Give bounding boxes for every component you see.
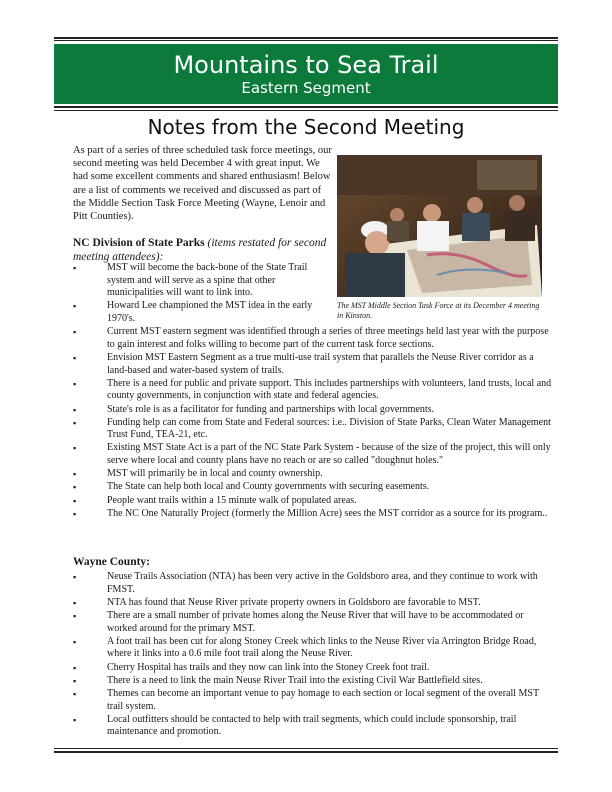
list-item: ▪ NTA has found that Neuse River private property owners in Goldsboro are favorable to MST. [73, 596, 481, 608]
list-item: ▪ Themes can become an important venue to pay homage to each section or local segment of the overall MST trail system. [73, 687, 539, 712]
list-item: ▪ A foot trail has been cut for along Stoney Creek which links to the Neuse River via Arrington Bridge Road, where it links into a 0.6 mile foot trail along the Neuse River. [73, 635, 537, 660]
bullet-icon: ▪ [73, 495, 77, 506]
list-item: ▪ Current MST eastern segment was identified through a series of three meetings held last year with the purpose to gain interest and folks willing to become part of the current task force sections. [73, 326, 549, 350]
bullet-icon: ▪ [73, 482, 77, 493]
bullet-icon: ▪ [73, 443, 77, 454]
list-item: ▪ Neuse Trails Association (NTA) has been very active in the Goldsboro area, and they continue to work with FMST. [73, 571, 538, 595]
state-parks-heading [73, 236, 335, 264]
bullet-icon: ▪ [73, 301, 77, 312]
bullet-icon: ▪ [73, 636, 77, 647]
list-item: ▪ MST will primarily be in local and county ownership. [73, 468, 323, 480]
list-item: ▪ There is a need to link the main Neuse River Trail into the existing Civil War Battlefield sites. [73, 674, 483, 686]
state-parks-title: NC Division of State Parks [73, 237, 205, 249]
bullet-icon: ▪ [73, 572, 77, 582]
bullet-icon: ▪ [73, 675, 77, 686]
list-item: ▪ State's role is as a facilitator for funding and partnerships with local governments. [73, 403, 434, 415]
list-item: ▪ Funding help can come from State and Federal sources: i.e.. Division of State Parks, Clean Water Management Trust Fund, TEA-21, etc. [73, 416, 551, 441]
bottom-rule-thin [54, 748, 558, 749]
bullet-icon: ▪ [73, 263, 77, 273]
list-item: ▪ Local outfitters should be contacted to help with trail segments, which could include sponsorship, trail maintenance and promotion. [73, 713, 517, 738]
intro-paragraph: As part of a series of three scheduled task force meetings, our second meeting was held December 4 with great input. We had some excellent comments and shared enthusiasm! Below are a list of comments we received and discussed as part of the Middle Section Task Force Meeting (Wayne, Lenoir and Pitt Counties). [73, 145, 332, 223]
list-item: ▪ People want trails within a 15 minute walk of populated areas. [73, 494, 357, 506]
list-item: ▪ There is a need for public and private support. This includes partnerships with volunteers, land trusts, local and county governments, in conjunction with state and federal agencies. [73, 377, 552, 402]
page-heading: Notes from the Second Meeting [147, 115, 465, 139]
wayne-county-heading: Wayne County: [73, 556, 150, 568]
title-banner [54, 44, 558, 104]
bullet-icon: ▪ [73, 597, 77, 608]
bottom-rule-thick [54, 751, 558, 753]
top-rule-thin [54, 40, 558, 41]
bullet-icon: ▪ [73, 688, 77, 699]
banner-subtitle: Eastern Segment [241, 79, 371, 97]
list-item: ▪ There are a small number of private homes along the Neuse River that will have to be accommodated or worked around for the primary MST. [73, 609, 524, 634]
bullet-icon: ▪ [73, 417, 77, 428]
banner-rule-thin [54, 110, 558, 111]
banner-rule-thick [54, 106, 558, 108]
top-rule-thick [54, 37, 558, 39]
list-item: ▪ The NC One Naturally Project (formerly the Million Acre) sees the MST corridor as a source for its program.. [73, 507, 548, 519]
list-item: ▪ Envision MST Eastern Segment as a true multi-use trail system that parallels the Neuse River corridor as a land-based and water-based system of trails. [73, 351, 534, 376]
photo-caption: The MST Middle Section Task Force at its December 4 meeting in Kinston. [337, 301, 540, 320]
list-item: ▪ Existing MST State Act is a part of the NC State Park System - because of the size of the project, this will only serve where local and county plans have no reach or are so called "doughnut holes." [73, 442, 551, 467]
wayne-county-list [73, 571, 553, 739]
bullet-icon: ▪ [73, 508, 77, 519]
bullet-icon: ▪ [73, 378, 77, 389]
state-parks-list [73, 262, 553, 521]
list-item: ▪ Howard Lee championed the MST idea in the early 1970's. [73, 300, 313, 324]
banner-title: Mountains to Sea Trail [173, 51, 439, 79]
list-item: ▪ The State can help both local and County governments with securing easements. [73, 481, 430, 493]
bullet-icon: ▪ [73, 469, 77, 480]
bullet-icon: ▪ [73, 714, 77, 725]
list-item: ▪ Cherry Hospital has trails and they now can link into the Stoney Creek foot trail. [73, 661, 430, 673]
state-parks-note: (items restated for second meeting attendees): [73, 237, 327, 263]
bullet-icon: ▪ [73, 327, 77, 338]
bullet-icon: ▪ [73, 352, 77, 363]
bullet-icon: ▪ [73, 404, 77, 415]
bullet-icon: ▪ [73, 610, 77, 621]
bullet-icon: ▪ [73, 662, 77, 673]
list-item: ▪ MST will become the back-bone of the State Trail system and will serve as a spine that other municipalities will want to link into. [73, 262, 308, 299]
